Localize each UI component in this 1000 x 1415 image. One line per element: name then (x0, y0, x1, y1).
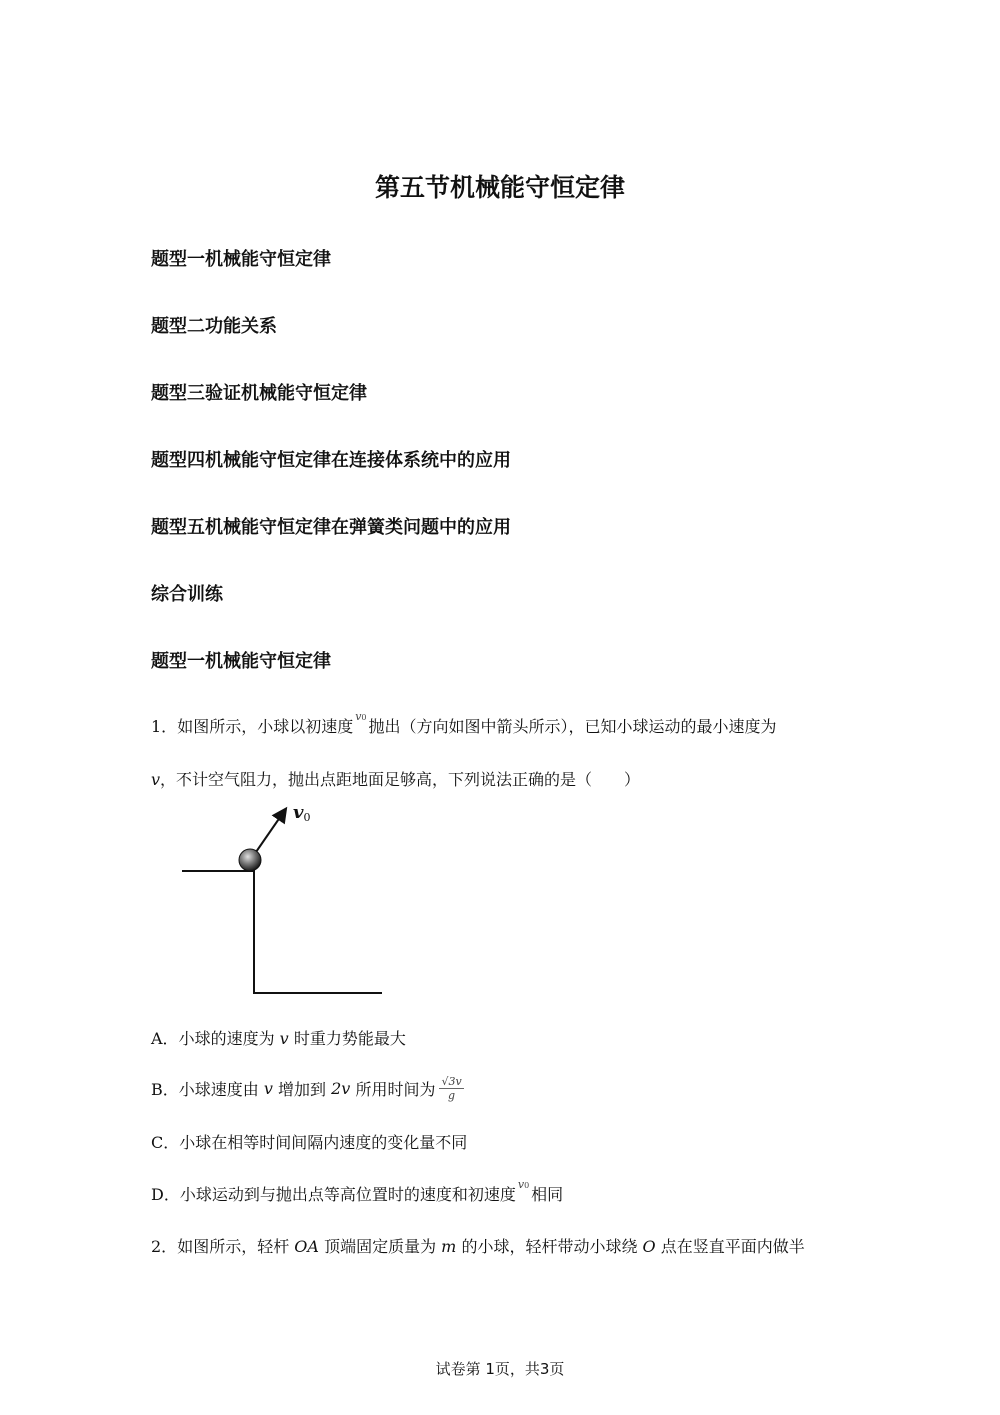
velocity-arrow (256, 810, 285, 852)
q2-line1: 2．如图所示，轻杆 OA 顶端固定质量为 m 的小球，轻杆带动小球绕 O 点在竖直平面内做半 (151, 1237, 805, 1256)
toc-item-3: 题型三验证机械能守恒定律 (151, 383, 367, 404)
ground-outline (182, 871, 382, 993)
ball-icon (239, 849, 261, 871)
toc-item-4: 题型四机械能守恒定律在连接体系统中的应用 (151, 450, 511, 471)
projectile-figure (150, 800, 400, 1000)
q1-option-d: D．小球运动到与抛出点等高位置时的速度和初速度v0 相同 (151, 1178, 564, 1204)
section-heading: 题型一机械能守恒定律 (151, 651, 331, 672)
time-fraction: $\frac{√3v}{g}$ (441, 1074, 462, 1102)
q1-option-c: C．小球在相等时间间隔内速度的变化量不同 (151, 1133, 468, 1152)
q1-var-v: v (151, 770, 161, 789)
q1-option-a: A．小球的速度为 v 时重力势能最大 (151, 1029, 406, 1048)
page-title: 第五节机械能守恒定律 (374, 173, 625, 202)
page-footer: 试卷第 1页，共3页 (435, 1360, 565, 1378)
q1-v0-symbol: v0 (355, 710, 367, 723)
q1-text-c: ，不计空气阻力，抛出点距地面足够高，下列说法正确的是（ ） (160, 770, 641, 789)
q1-line2 (151, 767, 640, 790)
toc-item-6: 综合训练 (151, 584, 223, 605)
option-a-var: v (279, 1029, 289, 1048)
q1-text-a: 如图所示，小球以初速度 (177, 717, 354, 736)
toc-item-5: 题型五机械能守恒定律在弹簧类问题中的应用 (151, 517, 511, 538)
toc-item-1: 题型一机械能守恒定律 (151, 249, 331, 270)
q1-number: 1． (151, 717, 178, 736)
option-d-v0-symbol: v0 (517, 1178, 530, 1191)
velocity-label: v0 (293, 802, 311, 824)
toc-item-2: 题型二功能关系 (151, 316, 277, 337)
q1-line1 (151, 710, 777, 737)
q1-text-b: 抛出（方向如图中箭头所示），已知小球运动的最小速度为 (368, 717, 777, 736)
q1-option-b: B． 小球速度由 v 增加到 2v 所用时间为 $\frac{√3v}{g}$ (151, 1074, 462, 1102)
